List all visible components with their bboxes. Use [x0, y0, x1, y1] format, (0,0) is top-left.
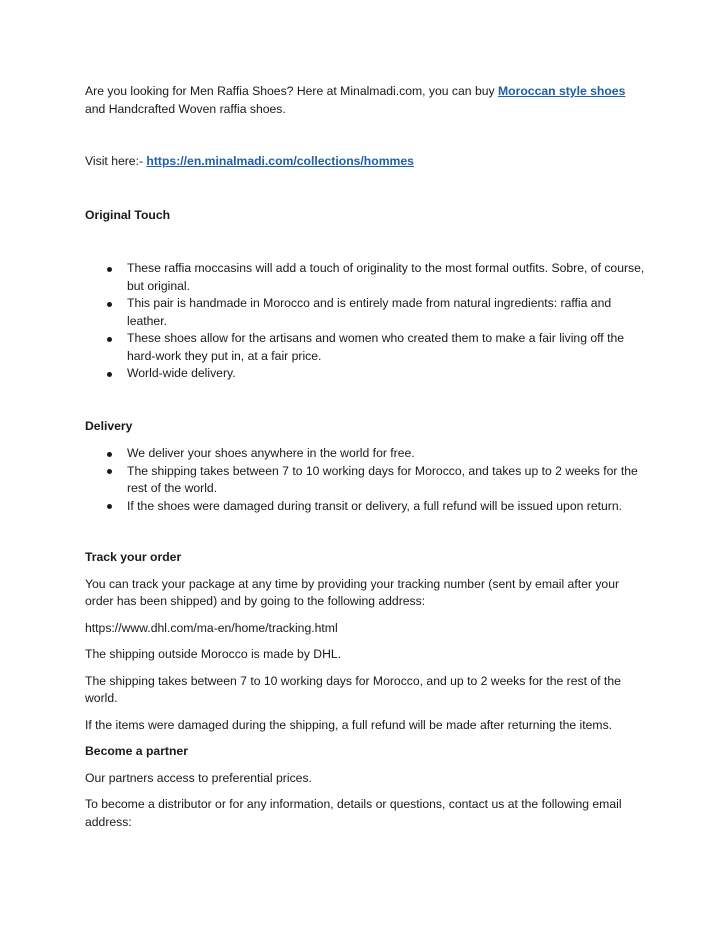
partner-contact-paragraph: To become a distributor or for any information, details or questions, contact us at the following email address:	[85, 797, 622, 829]
list-item	[85, 445, 645, 463]
list-item-text: World-wide delivery.	[127, 366, 236, 380]
list-item-text: These raffia moccasins will add a touch of originality to the most formal outfits. Sobre, of course, but original.	[127, 261, 645, 293]
intro-text-before: Are you looking for Men Raffia Shoes? Here at Minalmadi.com, you can buy	[85, 84, 499, 98]
bullet-icon	[107, 504, 112, 509]
shipping-carrier-paragraph: The shipping outside Morocco is made by DHL.	[85, 647, 342, 661]
list-item	[85, 365, 645, 383]
shipping-time-paragraph: The shipping takes between 7 to 10 working days for Morocco, and up to 2 weeks for the rest of the world.	[85, 673, 621, 705]
become-partner-heading: Become a partner	[85, 744, 188, 758]
collections-hommes-link[interactable]: https://en.minalmadi.com/collections/hommes	[146, 154, 414, 168]
bullet-icon	[107, 469, 112, 474]
track-instructions-paragraph: You can track your package at any time by providing your tracking number (sent by email after your order has been shipped) and by going to the following address:	[85, 576, 620, 608]
list-item-text: If the shoes were damaged during transit or delivery, a full refund will be issued upon return.	[127, 498, 622, 513]
list-item-text: The shipping takes between 7 to 10 working days for Morocco, and takes up to 2 weeks for the rest of the world.	[127, 463, 638, 495]
intro-paragraph	[85, 83, 645, 118]
bullet-icon	[107, 302, 112, 307]
list-item	[85, 295, 645, 330]
delivery-heading: Delivery	[85, 418, 133, 433]
bullet-icon	[107, 337, 112, 342]
bullet-icon	[107, 372, 112, 377]
bullet-icon	[107, 452, 112, 457]
document-page	[85, 83, 645, 831]
list-item-text: This pair is handmade in Morocco and is entirely made from natural ingredients: raffia and leather.	[127, 296, 612, 328]
original-touch-list	[85, 260, 645, 383]
list-item	[85, 330, 645, 365]
list-item	[85, 260, 645, 295]
delivery-list	[85, 445, 645, 515]
list-item-text: We deliver your shoes anywhere in the world for free.	[127, 446, 415, 460]
visit-paragraph	[85, 153, 645, 171]
refund-paragraph: If the items were damaged during the shipping, a full refund will be made after returning the items.	[85, 717, 613, 732]
original-touch-heading: Original Touch	[85, 207, 171, 222]
partner-prices-paragraph: Our partners access to preferential prices.	[85, 770, 312, 785]
list-item	[85, 463, 645, 498]
intro-text-after: and Handcrafted Woven raffia shoes.	[85, 101, 286, 116]
bullet-icon	[107, 267, 112, 272]
visit-label: Visit here:-	[85, 154, 147, 168]
moroccan-style-shoes-link[interactable]: Moroccan style shoes	[498, 84, 626, 98]
list-item	[85, 498, 645, 516]
list-item-text: These shoes allow for the artisans and women who created them to make a fair living off the hard-work they put in, at a fair price.	[127, 331, 625, 363]
dhl-tracking-url: https://www.dhl.com/ma-en/home/tracking.html	[85, 620, 338, 635]
track-order-heading: Track your order	[85, 550, 182, 564]
